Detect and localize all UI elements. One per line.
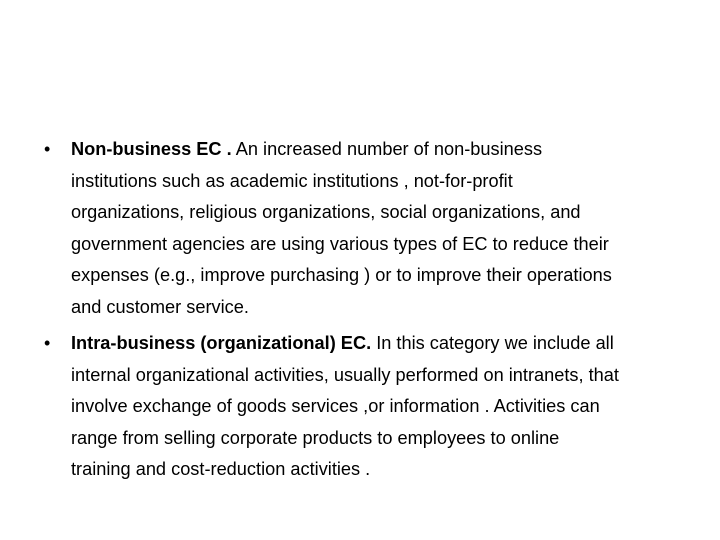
- bullet-intra-business-ec: [44, 328, 692, 486]
- bullet-term: Non-business EC .: [71, 139, 232, 159]
- bullet-line-text: internal organizational activities, usually performed on intranets, that: [71, 364, 619, 385]
- bullet-list: [44, 134, 692, 491]
- bullet-marker: •: [44, 333, 51, 353]
- bullet-text: [71, 328, 692, 486]
- bullet-first-line: [71, 134, 692, 166]
- bullet-line-text: institutions such as academic institutions , not-for-profit: [71, 170, 513, 191]
- bullet-line-text: In this category we include all: [371, 333, 614, 353]
- bullet-non-business-ec: [44, 134, 692, 323]
- bullet-text: [71, 134, 692, 323]
- bullet-line-text: government agencies are using various types of EC to reduce their: [71, 233, 609, 254]
- bullet-marker: •: [44, 139, 51, 159]
- bullet-line-text: organizations, religious organizations, social organizations, and: [71, 202, 581, 222]
- bullet-term: Intra-business (organizational) EC.: [71, 333, 372, 353]
- bullet-line-text: An increased number of non-business: [231, 139, 543, 159]
- bullet-line-text: involve exchange of goods services ,or information . Activities can: [71, 396, 600, 416]
- bullet-line-text: expenses (e.g., improve purchasing ) or to improve their operations: [71, 265, 612, 285]
- bullet-line-text: range from selling corporate products to employees to online: [71, 427, 560, 448]
- bullet-line-text: and customer service.: [71, 296, 249, 317]
- bullet-line-text: training and cost-reduction activities .: [71, 459, 371, 479]
- bullet-first-line: [71, 328, 692, 360]
